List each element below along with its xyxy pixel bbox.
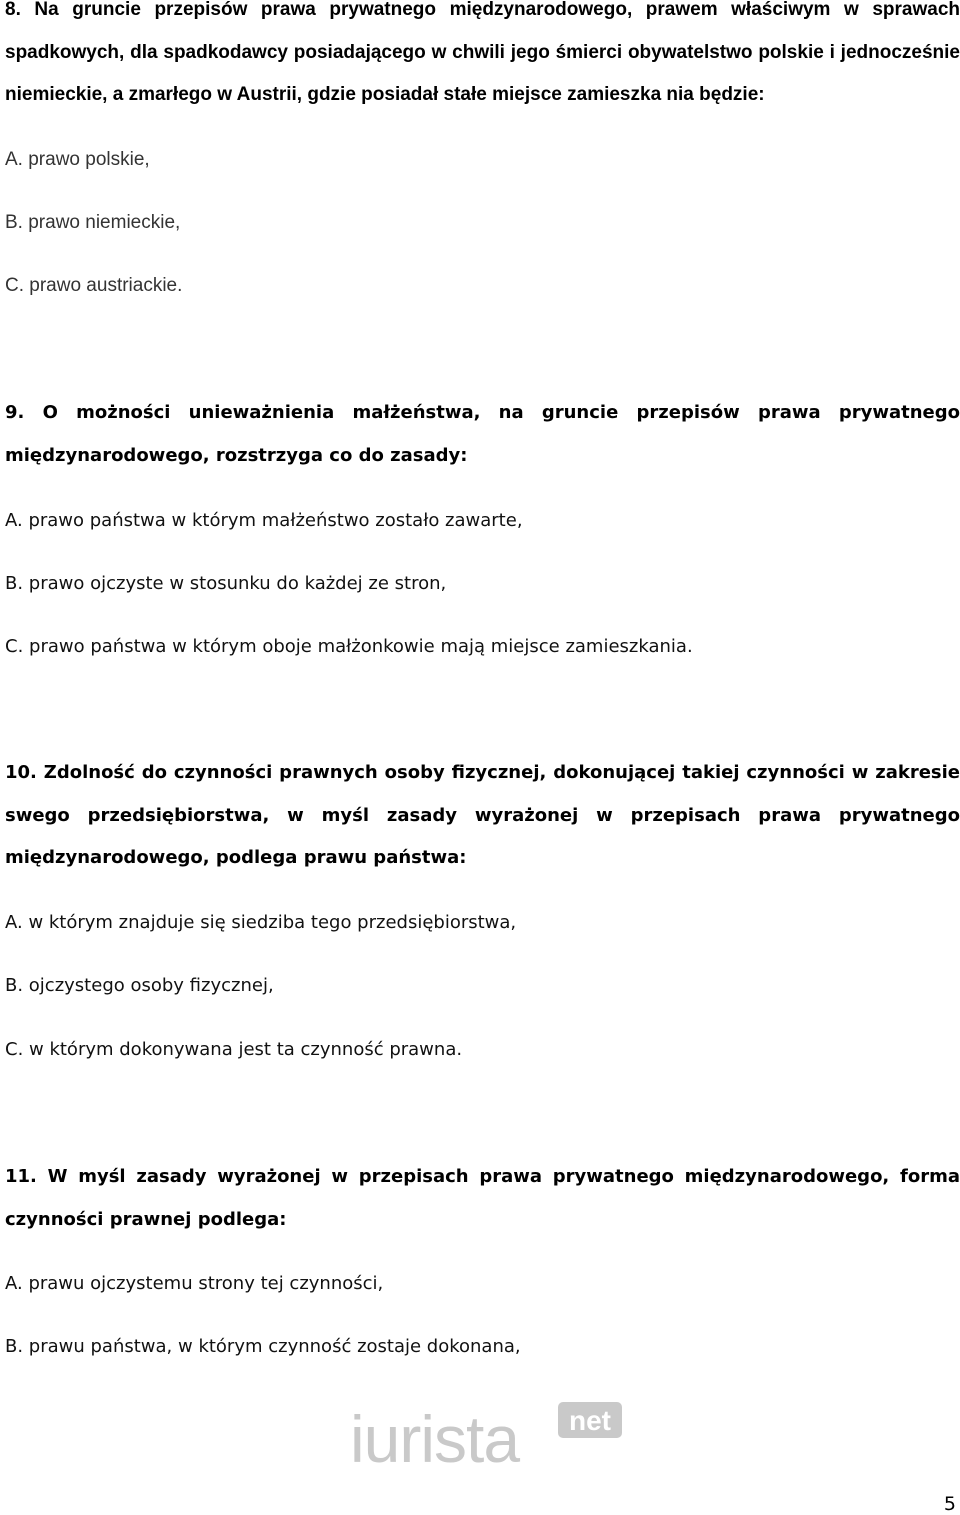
question-11: 11. W myśl zasady wyrażonej w przepisach prawa prywatnego międzynarodowego, forma czynności prawnej podlega: <box>5 1166 960 1230</box>
question-9-answer-b: B. prawo ojczyste w stosunku do każdej ze stron, <box>5 573 447 594</box>
page-number: 5 <box>943 1493 956 1515</box>
question-8: 8. Na gruncie przepisów prawa prywatnego międzynarodowego, prawem właściwym w sprawach spadkowych, dla spadkodawcy posiadającego w chwili jego śmierci obywatelstwo polskie i jednocześnie niemieckie, a zmarłego w Austrii, gdzie posiadał stałe miejsce zamieszka nia będzie: <box>5 0 960 105</box>
question-9-answer-c: C. prawo państwa w którym oboje małżonkowie mają miejsce zamieszkania. <box>5 636 693 657</box>
question-10: 10. Zdolność do czynności prawnych osoby fizycznej, dokonującej takiej czynności w zakresie swego przedsiębiorstwa, w myśl zasady wyrażonej w przepisach prawa prywatnego międzynarodowego, podlega prawu państwa: <box>5 762 960 868</box>
question-9-answer-a: A. prawo państwa w którym małżeństwo zostało zawarte, <box>5 510 523 531</box>
question-10-answer-c: C. w którym dokonywana jest ta czynność prawna. <box>5 1039 463 1060</box>
question-10-answer-b: B. ojczystego osoby fizycznej, <box>5 975 274 996</box>
question-11-answer-a: A. prawu ojczystemu strony tej czynności, <box>5 1273 384 1294</box>
question-11-answer-b: B. prawu państwa, w którym czynność zostaje dokonana, <box>5 1336 521 1357</box>
question-10-answer-a: A. w którym znajduje się siedziba tego przedsiębiorstwa, <box>5 912 517 933</box>
question-8-answer-a: A. prawo polskie, <box>5 149 150 170</box>
question-8-answer-c: C. prawo austriackie. <box>5 275 183 296</box>
logo-wordmark: iurista <box>350 1402 520 1476</box>
logo-badge-text: net <box>569 1405 611 1436</box>
question-9: 9. O możności unieważnienia małżeństwa, na gruncie przepisów prawa prywatnego międzynarodowego, rozstrzyga co do zasady: <box>5 402 960 466</box>
question-8-answer-b: B. prawo niemieckie, <box>5 212 181 233</box>
iurista-logo <box>350 1398 625 1476</box>
